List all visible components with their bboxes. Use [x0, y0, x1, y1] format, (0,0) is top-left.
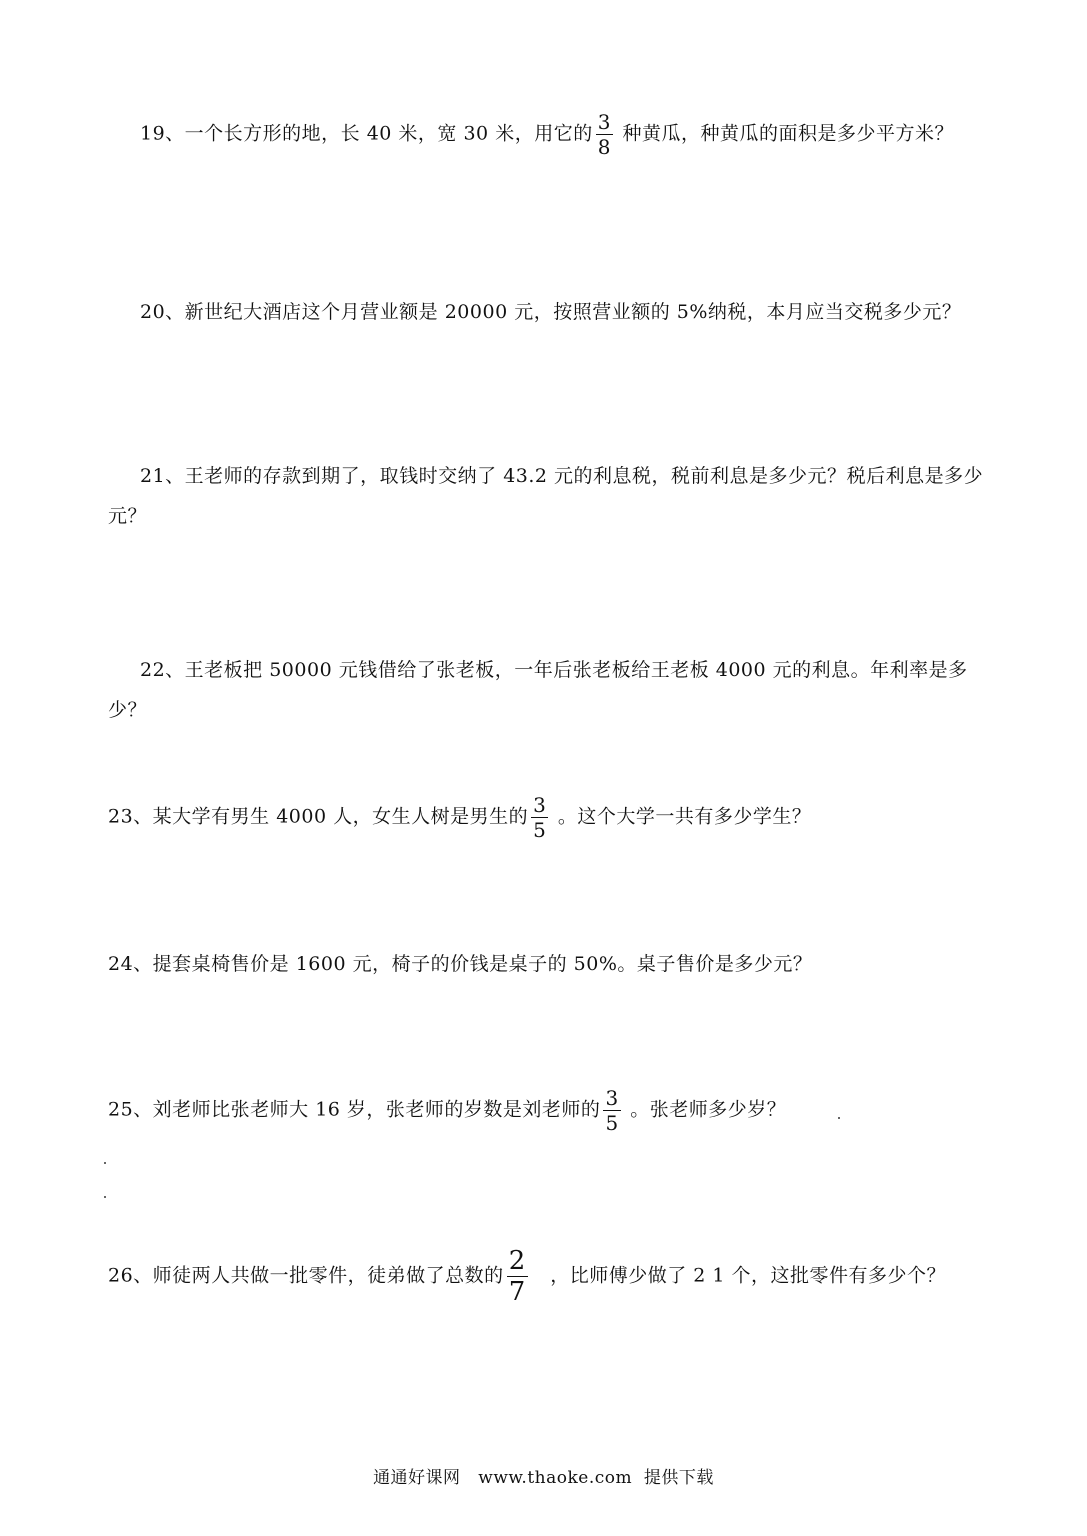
page-footer: [0, 1463, 1087, 1488]
question-26: [108, 1248, 984, 1305]
question-21-text: 21、王老师的存款到期了，取钱时交纳了 43.2 元的利息税，税前利息是多少元？税后利息是多少元？: [108, 465, 984, 527]
question-25-text-after: 。张老师多少岁？: [623, 1098, 787, 1121]
question-24: [108, 944, 984, 984]
question-21: [108, 456, 984, 536]
fraction-numerator: 3: [533, 793, 547, 817]
question-24-text: 24、提套桌椅售价是 1600 元，椅子的价钱是桌子的 50%。桌子售价是多少元？: [108, 953, 813, 975]
question-23-fraction: [531, 795, 548, 840]
fraction-numerator: 2: [508, 1246, 526, 1276]
fraction-denominator: 8: [597, 135, 611, 159]
question-19-text-before: 19、一个长方形的地，长 40 米，宽 30 米，用它的: [140, 122, 593, 145]
question-19-fraction: [596, 112, 613, 157]
fraction-denominator: 5: [533, 818, 547, 842]
speck-mark: [104, 1162, 106, 1164]
footer-text: 通通好课网 www.thaoke.com 提供下载: [373, 1468, 714, 1488]
fraction-numerator: 3: [597, 110, 611, 134]
speck-mark: [838, 1117, 840, 1119]
fraction-denominator: 7: [508, 1277, 526, 1307]
question-25: [108, 1088, 984, 1133]
question-26-fraction: [507, 1248, 528, 1305]
speck-mark: [104, 1196, 106, 1198]
question-20: [108, 292, 984, 332]
question-25-fraction: [603, 1088, 620, 1133]
question-23-text-after: 。这个大学一共有多少学生？: [551, 805, 812, 828]
question-23-text-before: 23、某大学有男生 4000 人，女生人树是男生的: [108, 805, 529, 828]
question-26-text-before: 26、师徒两人共做一批零件，徒弟做了总数的: [108, 1264, 504, 1287]
question-25-text-before: 25、刘老师比张老师大 16 岁，张老师的岁数是刘老师的: [108, 1098, 601, 1121]
question-23: [108, 795, 984, 840]
fraction-numerator: 3: [605, 1086, 619, 1110]
question-22-text: 22、王老板把 50000 元钱借给了张老板，一年后张老板给王老板 4000 元的利息。年利率是多少？: [108, 659, 968, 721]
question-22: [108, 650, 984, 730]
question-26-text-after: ，比师傅少做了 2 1 个，这批零件有多少个？: [530, 1264, 947, 1287]
question-19: [108, 112, 984, 157]
fraction-denominator: 5: [605, 1111, 619, 1135]
question-20-text: 20、新世纪大酒店这个月营业额是 20000 元，按照营业额的 5%纳税，本月应当交税多少元？: [140, 301, 962, 323]
question-19-text-after: 种黄瓜，种黄瓜的面积是多少平方米？: [615, 122, 954, 145]
